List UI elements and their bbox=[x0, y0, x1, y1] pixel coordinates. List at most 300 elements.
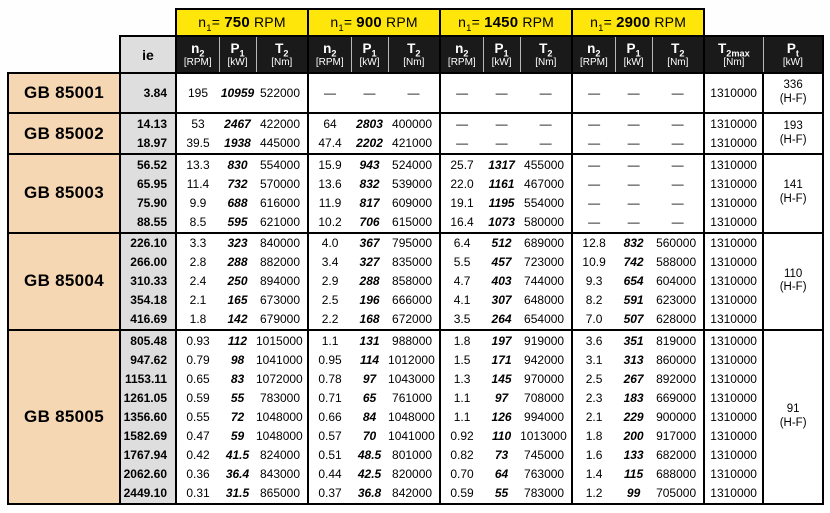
table-row bbox=[8, 272, 823, 291]
t2-cell: — bbox=[652, 73, 704, 113]
n2-cell: 0.82 bbox=[440, 445, 483, 464]
column-unit: [RPM] bbox=[183, 56, 212, 68]
p1-cell: 307 bbox=[483, 291, 520, 310]
table-row bbox=[8, 464, 823, 483]
t2-cell: — bbox=[520, 113, 572, 133]
p1-cell: — bbox=[483, 134, 520, 154]
p1-cell: 267 bbox=[615, 369, 652, 388]
ie-cell: 805.48 bbox=[120, 330, 176, 350]
pt-note: (H-F) bbox=[779, 417, 807, 430]
t2max-cell: 1310000 bbox=[704, 445, 763, 464]
t2-cell: 455000 bbox=[520, 154, 572, 174]
p1-cell: 706 bbox=[351, 212, 388, 232]
column-unit: [Nm] bbox=[403, 56, 425, 68]
n2-cell: 22.0 bbox=[440, 174, 483, 193]
t2-cell: 1041000 bbox=[256, 350, 308, 369]
column-unit: [kW] bbox=[623, 56, 644, 68]
p1-cell: 403 bbox=[483, 272, 520, 291]
t2max-cell: 1310000 bbox=[704, 426, 763, 445]
column-symbol: $P_1$ bbox=[362, 41, 377, 59]
n2-cell: 9.9 bbox=[176, 193, 219, 212]
ie-cell: 2062.60 bbox=[120, 464, 176, 483]
n2-cell: 1.2 bbox=[572, 483, 615, 504]
ie-cell: 1261.05 bbox=[120, 388, 176, 407]
t2-cell: 539000 bbox=[388, 174, 440, 193]
rpm-value: 2900 bbox=[616, 14, 651, 31]
model-cell: GB 85002 bbox=[8, 113, 120, 154]
n2-cell: 195 bbox=[176, 73, 219, 113]
t2-cell: 1012000 bbox=[388, 350, 440, 369]
col-header-t2-2900 bbox=[652, 36, 704, 73]
p1-cell: — bbox=[615, 73, 652, 113]
t2-cell: 628000 bbox=[652, 310, 704, 330]
t2max-cell: 1310000 bbox=[704, 253, 763, 272]
subscript: 2 bbox=[199, 48, 205, 59]
t2-cell: 623000 bbox=[652, 291, 704, 310]
n2-cell: 0.42 bbox=[176, 445, 219, 464]
n2-cell: 0.57 bbox=[308, 426, 351, 445]
table-row bbox=[8, 445, 823, 464]
p1-cell: 64 bbox=[483, 464, 520, 483]
ie-cell: 1356.60 bbox=[120, 407, 176, 426]
n2-cell: 0.59 bbox=[440, 483, 483, 504]
col-header-p1-1450 bbox=[483, 36, 520, 73]
p1-cell: 97 bbox=[351, 369, 388, 388]
ie-cell: 56.52 bbox=[120, 154, 176, 174]
t2-cell: 761000 bbox=[388, 388, 440, 407]
t2-cell: 673000 bbox=[256, 291, 308, 310]
col-header-t2-900 bbox=[388, 36, 440, 73]
p1-cell: 507 bbox=[615, 310, 652, 330]
t2-cell: 970000 bbox=[520, 369, 572, 388]
p1-cell: 48.5 bbox=[351, 445, 388, 464]
subscript: 1 bbox=[206, 22, 212, 34]
p1-cell: 264 bbox=[483, 310, 520, 330]
n2-cell: 2.5 bbox=[572, 369, 615, 388]
t2-cell: 588000 bbox=[652, 253, 704, 272]
subscript: 1 bbox=[371, 48, 377, 59]
n2-cell: 4.0 bbox=[308, 233, 351, 253]
header-row-columns bbox=[8, 36, 823, 73]
table-row bbox=[8, 426, 823, 445]
column-symbol: $T_2$ bbox=[275, 41, 289, 59]
t2-cell: 621000 bbox=[256, 212, 308, 232]
rpm-group-header-750: $n_1= 750$ RPM bbox=[176, 9, 308, 36]
n2-cell: 0.59 bbox=[176, 388, 219, 407]
p1-cell: 168 bbox=[351, 310, 388, 330]
subscript: 2 bbox=[331, 48, 337, 59]
p1-cell: — bbox=[483, 73, 520, 113]
t2-cell: 1041000 bbox=[388, 426, 440, 445]
t2-cell: 819000 bbox=[652, 330, 704, 350]
n2-cell: — bbox=[572, 113, 615, 133]
model-header-blank bbox=[8, 36, 120, 73]
t2-cell: 1048000 bbox=[256, 407, 308, 426]
ie-column-header: ie bbox=[120, 36, 176, 73]
t2-cell: 917000 bbox=[652, 426, 704, 445]
model-cell: GB 85004 bbox=[8, 233, 120, 331]
t2-cell: — bbox=[652, 154, 704, 174]
p1-cell: 327 bbox=[351, 253, 388, 272]
table-row bbox=[8, 291, 823, 310]
ie-cell: 1767.94 bbox=[120, 445, 176, 464]
p1-cell: 10959 bbox=[219, 73, 256, 113]
subscript: t bbox=[795, 48, 799, 59]
t2-cell: 682000 bbox=[652, 445, 704, 464]
table-row bbox=[8, 310, 823, 330]
n2-cell: 1.1 bbox=[440, 388, 483, 407]
rpm-group-header-1450: $n_1= 1450$ RPM bbox=[440, 9, 572, 36]
n2-cell: 3.6 bbox=[572, 330, 615, 350]
p1-cell: 36.8 bbox=[351, 483, 388, 504]
t2max-cell: 1310000 bbox=[704, 350, 763, 369]
p1-cell: 654 bbox=[615, 272, 652, 291]
t2max-cell: 1310000 bbox=[704, 193, 763, 212]
rpm-value: 750 bbox=[224, 14, 250, 31]
ie-cell: 75.90 bbox=[120, 193, 176, 212]
n2-cell: 11.9 bbox=[308, 193, 351, 212]
t2-cell: 615000 bbox=[388, 212, 440, 232]
ie-cell: 947.62 bbox=[120, 350, 176, 369]
n2-cell: 13.3 bbox=[176, 154, 219, 174]
t2-cell: 648000 bbox=[520, 291, 572, 310]
subscript: 1 bbox=[466, 22, 472, 34]
p1-cell: 351 bbox=[615, 330, 652, 350]
n2-cell: 15.9 bbox=[308, 154, 351, 174]
rpm-group-header-2900: $n_1= 2900$ RPM bbox=[572, 9, 704, 36]
t2-cell: 820000 bbox=[388, 464, 440, 483]
n2-cell: 0.65 bbox=[176, 369, 219, 388]
col-header-t2-750 bbox=[256, 36, 308, 73]
p1-cell: 197 bbox=[483, 330, 520, 350]
p1-cell: 99 bbox=[615, 483, 652, 504]
p1-cell: 70 bbox=[351, 426, 388, 445]
t2-cell: 580000 bbox=[520, 212, 572, 232]
t2-cell: — bbox=[520, 73, 572, 113]
p1-cell: 323 bbox=[219, 233, 256, 253]
p1-cell: — bbox=[615, 193, 652, 212]
p1-cell: 171 bbox=[483, 350, 520, 369]
p1-cell: 126 bbox=[483, 407, 520, 426]
col-header-t2max bbox=[704, 36, 763, 73]
p1-cell: 288 bbox=[351, 272, 388, 291]
t2-cell: 554000 bbox=[520, 193, 572, 212]
col-header-n2-2900 bbox=[572, 36, 615, 73]
p1-cell: 742 bbox=[615, 253, 652, 272]
n2-cell: 3.1 bbox=[572, 350, 615, 369]
n2-cell: — bbox=[440, 73, 483, 113]
n2-cell: 10.2 bbox=[308, 212, 351, 232]
t2-cell: 604000 bbox=[652, 272, 704, 291]
n2-cell: 16.4 bbox=[440, 212, 483, 232]
p1-cell: 142 bbox=[219, 310, 256, 330]
ie-cell: 3.84 bbox=[120, 73, 176, 113]
t2-cell: 763000 bbox=[520, 464, 572, 483]
n2-cell: 11.4 bbox=[176, 174, 219, 193]
table-row bbox=[8, 233, 823, 253]
p1-cell: 512 bbox=[483, 233, 520, 253]
n2-cell: 2.2 bbox=[308, 310, 351, 330]
t2-cell: 400000 bbox=[388, 113, 440, 133]
t2-cell: 745000 bbox=[520, 445, 572, 464]
t2-cell: 666000 bbox=[388, 291, 440, 310]
column-unit: [RPM] bbox=[447, 56, 476, 68]
p1-cell: 200 bbox=[615, 426, 652, 445]
p1-cell: 288 bbox=[219, 253, 256, 272]
t2-cell: 801000 bbox=[388, 445, 440, 464]
t2-cell: 882000 bbox=[256, 253, 308, 272]
t2-cell: 560000 bbox=[652, 233, 704, 253]
ie-cell: 14.13 bbox=[120, 113, 176, 133]
t2-cell: 824000 bbox=[256, 445, 308, 464]
column-symbol: $n_2$ bbox=[455, 41, 469, 59]
t2-cell: 843000 bbox=[256, 464, 308, 483]
pt-value: 110 bbox=[783, 267, 803, 280]
rpm-value: 1450 bbox=[484, 14, 519, 31]
column-symbol: $P_t$ bbox=[786, 41, 799, 59]
t2-cell: 919000 bbox=[520, 330, 572, 350]
t2-cell: 840000 bbox=[256, 233, 308, 253]
col-header-n2-1450 bbox=[440, 36, 483, 73]
t2-cell: 554000 bbox=[256, 154, 308, 174]
t2-cell: 422000 bbox=[256, 113, 308, 133]
p1-cell: 114 bbox=[351, 350, 388, 369]
n2-cell: 2.1 bbox=[572, 407, 615, 426]
n2-cell: 1.8 bbox=[176, 310, 219, 330]
ie-cell: 416.69 bbox=[120, 310, 176, 330]
t2-cell: — bbox=[652, 113, 704, 133]
rpm-value: 900 bbox=[356, 14, 382, 31]
col-header-p1-2900 bbox=[615, 36, 652, 73]
n2-cell: 53 bbox=[176, 113, 219, 133]
p1-cell: 313 bbox=[615, 350, 652, 369]
col-header-n2-750 bbox=[176, 36, 219, 73]
n2-cell: 0.36 bbox=[176, 464, 219, 483]
column-symbol: $T_2$ bbox=[407, 41, 421, 59]
n2-cell: — bbox=[572, 174, 615, 193]
n2-cell: 25.7 bbox=[440, 154, 483, 174]
header-right-blank bbox=[704, 9, 823, 36]
n2-cell: 0.47 bbox=[176, 426, 219, 445]
p1-cell: 1195 bbox=[483, 193, 520, 212]
p1-cell: 591 bbox=[615, 291, 652, 310]
column-symbol: $P_1$ bbox=[230, 41, 245, 59]
column-symbol: $n_2$ bbox=[191, 41, 205, 59]
p1-cell: 98 bbox=[219, 350, 256, 369]
p1-cell: 110 bbox=[483, 426, 520, 445]
table-row bbox=[8, 134, 823, 154]
pt-cell bbox=[763, 233, 823, 331]
t2-cell: 705000 bbox=[652, 483, 704, 504]
t2-cell: 842000 bbox=[388, 483, 440, 504]
p1-cell: — bbox=[615, 212, 652, 232]
table-row bbox=[8, 350, 823, 369]
subscript: 1 bbox=[338, 22, 344, 34]
p1-cell: 84 bbox=[351, 407, 388, 426]
t2-cell: 445000 bbox=[256, 134, 308, 154]
n2-cell: 0.37 bbox=[308, 483, 351, 504]
column-unit: [Nm] bbox=[535, 56, 557, 68]
column-unit: [RPM] bbox=[315, 56, 344, 68]
n2-cell: 5.5 bbox=[440, 253, 483, 272]
p1-cell: 42.5 bbox=[351, 464, 388, 483]
n2-cell: 0.66 bbox=[308, 407, 351, 426]
p1-cell: — bbox=[615, 154, 652, 174]
n2-cell: 3.3 bbox=[176, 233, 219, 253]
column-unit: [kW] bbox=[782, 56, 803, 68]
p1-cell: 31.5 bbox=[219, 483, 256, 504]
t2-cell: — bbox=[652, 212, 704, 232]
n2-cell: 0.78 bbox=[308, 369, 351, 388]
t2max-cell: 1310000 bbox=[704, 310, 763, 330]
t2-cell: 894000 bbox=[256, 272, 308, 291]
col-header-n2-900 bbox=[308, 36, 351, 73]
p1-cell: 97 bbox=[483, 388, 520, 407]
column-unit: [kW] bbox=[491, 56, 512, 68]
p1-cell: 36.4 bbox=[219, 464, 256, 483]
n2-cell: 12.8 bbox=[572, 233, 615, 253]
n2-cell: 0.70 bbox=[440, 464, 483, 483]
table-row bbox=[8, 212, 823, 232]
col-header-p1-750 bbox=[219, 36, 256, 73]
t2-cell: 679000 bbox=[256, 310, 308, 330]
table-row bbox=[8, 330, 823, 350]
t2-cell: 1015000 bbox=[256, 330, 308, 350]
t2-cell: 783000 bbox=[256, 388, 308, 407]
subscript: 1 bbox=[503, 48, 509, 59]
p1-cell: 55 bbox=[219, 388, 256, 407]
p1-cell: 2202 bbox=[351, 134, 388, 154]
table-row bbox=[8, 113, 823, 133]
t2-cell: 1013000 bbox=[520, 426, 572, 445]
column-symbol: $P_1$ bbox=[494, 41, 509, 59]
subscript: 1 bbox=[239, 48, 245, 59]
table-row bbox=[8, 483, 823, 504]
p1-cell: 115 bbox=[615, 464, 652, 483]
n2-cell: 2.4 bbox=[176, 272, 219, 291]
t2-cell: 524000 bbox=[388, 154, 440, 174]
t2max-cell: 1310000 bbox=[704, 73, 763, 113]
pt-note: (H-F) bbox=[779, 133, 807, 146]
p1-cell: 83 bbox=[219, 369, 256, 388]
t2max-cell: 1310000 bbox=[704, 388, 763, 407]
table-row bbox=[8, 388, 823, 407]
n2-cell: 1.8 bbox=[440, 330, 483, 350]
t2-cell: 522000 bbox=[256, 73, 308, 113]
t2-cell: 708000 bbox=[520, 388, 572, 407]
t2max-cell: 1310000 bbox=[704, 483, 763, 504]
subscript: 2 bbox=[595, 48, 601, 59]
t2-cell: 942000 bbox=[520, 350, 572, 369]
n2-cell: 19.1 bbox=[440, 193, 483, 212]
pt-value: 193 bbox=[783, 119, 803, 132]
table-row bbox=[8, 253, 823, 272]
p1-cell: 1161 bbox=[483, 174, 520, 193]
n2-cell: 6.4 bbox=[440, 233, 483, 253]
n2-cell: — bbox=[572, 193, 615, 212]
t2-cell: 1072000 bbox=[256, 369, 308, 388]
p1-cell: 196 bbox=[351, 291, 388, 310]
p1-cell: 112 bbox=[219, 330, 256, 350]
t2max-cell: 1310000 bbox=[704, 212, 763, 232]
t2-cell: 616000 bbox=[256, 193, 308, 212]
ie-cell: 88.55 bbox=[120, 212, 176, 232]
model-cell: GB 85003 bbox=[8, 154, 120, 233]
column-symbol: $P_1$ bbox=[626, 41, 641, 59]
t2-cell: 654000 bbox=[520, 310, 572, 330]
p1-cell: 943 bbox=[351, 154, 388, 174]
n2-cell: 0.71 bbox=[308, 388, 351, 407]
n2-cell: 0.92 bbox=[440, 426, 483, 445]
p1-cell: 832 bbox=[351, 174, 388, 193]
p1-cell: 133 bbox=[615, 445, 652, 464]
ie-cell: 310.33 bbox=[120, 272, 176, 291]
n2-cell: 9.3 bbox=[572, 272, 615, 291]
t2max-cell: 1310000 bbox=[704, 330, 763, 350]
n2-cell: — bbox=[440, 113, 483, 133]
ie-cell: 1153.11 bbox=[120, 369, 176, 388]
p1-cell: 832 bbox=[615, 233, 652, 253]
p1-cell: 2803 bbox=[351, 113, 388, 133]
n2-cell: — bbox=[572, 154, 615, 174]
pt-cell bbox=[763, 330, 823, 504]
t2-cell: 1048000 bbox=[256, 426, 308, 445]
n2-cell: 10.9 bbox=[572, 253, 615, 272]
p1-cell: 55 bbox=[483, 483, 520, 504]
n2-cell: 13.6 bbox=[308, 174, 351, 193]
ie-cell: 354.18 bbox=[120, 291, 176, 310]
t2max-cell: 1310000 bbox=[704, 174, 763, 193]
n2-cell: 2.9 bbox=[308, 272, 351, 291]
gear-data-table bbox=[7, 8, 824, 505]
ie-cell: 2449.10 bbox=[120, 483, 176, 504]
subscript: 1 bbox=[598, 22, 604, 34]
n2-cell: — bbox=[572, 134, 615, 154]
subscript: 2max bbox=[726, 48, 750, 59]
col-header-t2-1450 bbox=[520, 36, 572, 73]
column-unit: [Nm] bbox=[271, 56, 293, 68]
t2max-cell: 1310000 bbox=[704, 464, 763, 483]
n2-cell: — bbox=[572, 73, 615, 113]
n2-cell: 1.3 bbox=[440, 369, 483, 388]
column-unit: [kW] bbox=[227, 56, 248, 68]
p1-cell: 688 bbox=[219, 193, 256, 212]
n2-cell: 1.1 bbox=[308, 330, 351, 350]
t2-cell: 858000 bbox=[388, 272, 440, 291]
t2-cell: 795000 bbox=[388, 233, 440, 253]
table-row bbox=[8, 154, 823, 174]
p1-cell: 65 bbox=[351, 388, 388, 407]
t2-cell: 688000 bbox=[652, 464, 704, 483]
column-unit: [kW] bbox=[359, 56, 380, 68]
n2-cell: 39.5 bbox=[176, 134, 219, 154]
column-symbol: $n_2$ bbox=[587, 41, 601, 59]
p1-cell: 73 bbox=[483, 445, 520, 464]
ie-cell: 65.95 bbox=[120, 174, 176, 193]
pt-note: (H-F) bbox=[779, 193, 807, 206]
table-row bbox=[8, 73, 823, 113]
column-unit: [Nm] bbox=[667, 56, 689, 68]
ie-cell: 18.97 bbox=[120, 134, 176, 154]
pt-cell bbox=[763, 154, 823, 233]
p1-cell: — bbox=[615, 113, 652, 133]
n2-cell: 4.1 bbox=[440, 291, 483, 310]
pt-note: (H-F) bbox=[779, 281, 807, 294]
column-symbol: $n_2$ bbox=[323, 41, 337, 59]
column-unit: [Nm] bbox=[723, 56, 745, 68]
n2-cell: 7.0 bbox=[572, 310, 615, 330]
table-row bbox=[8, 369, 823, 388]
